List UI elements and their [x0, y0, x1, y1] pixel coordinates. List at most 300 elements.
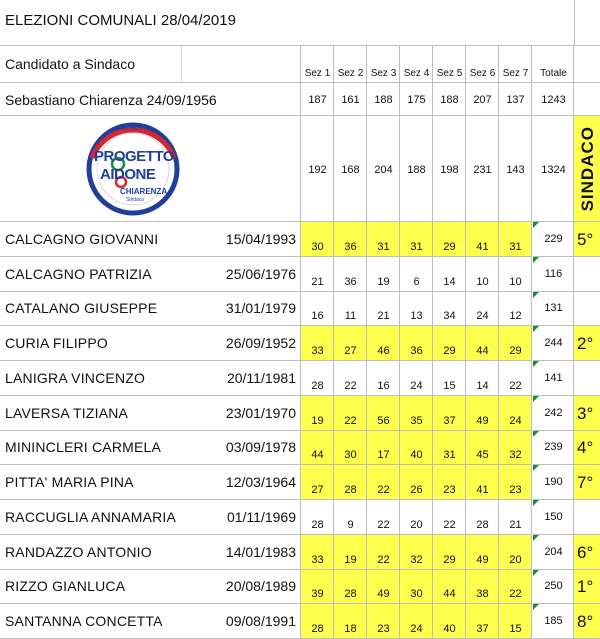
candidate-vote-value: 41	[476, 484, 489, 496]
candidate-vote-value: 29	[443, 554, 456, 566]
candidate-name: LAVERSA TIZIANA	[5, 405, 129, 421]
candidate-rank-cell	[574, 361, 600, 396]
candidate-vote-value: 19	[377, 276, 390, 288]
candidate-label-gap	[181, 46, 301, 83]
mayor-vote-value: 175	[407, 94, 426, 106]
candidate-date-cell	[214, 257, 301, 292]
candidate-name-cell	[0, 292, 214, 326]
candidate-vote-value: 21	[377, 310, 390, 322]
section-header-label: Sez 7	[502, 68, 529, 79]
candidate-vote-value: 21	[509, 519, 522, 531]
candidate-total-cell	[533, 222, 574, 257]
candidate-vote-cell	[499, 396, 532, 431]
candidate-vote-cell	[466, 361, 499, 396]
candidate-vote-cell	[301, 500, 334, 535]
candidate-vote-cell	[433, 431, 466, 465]
candidate-vote-cell	[301, 465, 334, 500]
candidate-vote-value: 24	[509, 415, 522, 427]
candidate-total-cell	[533, 535, 574, 570]
candidate-vote-value: 24	[410, 623, 423, 635]
candidate-vote-value: 31	[410, 241, 423, 253]
candidate-vote-value: 49	[476, 415, 489, 427]
candidate-rank-cell	[574, 431, 600, 465]
candidate-birthdate: 26/09/1952	[225, 335, 296, 351]
candidate-vote-value: 22	[377, 519, 390, 531]
candidate-vote-cell	[499, 326, 532, 361]
candidate-vote-value: 46	[377, 345, 390, 357]
candidate-vote-cell	[433, 361, 466, 396]
error-indicator-icon	[533, 465, 539, 471]
candidate-rank: 5°	[577, 230, 594, 249]
candidate-vote-cell	[499, 257, 532, 292]
candidate-vote-value: 14	[443, 276, 456, 288]
candidate-total-cell	[533, 500, 574, 535]
candidate-vote-value: 24	[476, 310, 489, 322]
candidate-rank: 8°	[577, 612, 594, 631]
candidate-vote-value: 20	[410, 519, 423, 531]
candidate-vote-cell	[466, 292, 499, 326]
candidate-vote-value: 22	[443, 519, 456, 531]
section-header-cell	[466, 46, 499, 83]
candidate-vote-value: 40	[410, 449, 423, 461]
sindaco-label: SINDACO	[578, 126, 597, 212]
candidate-vote-value: 33	[311, 345, 324, 357]
candidate-vote-value: 36	[344, 241, 357, 253]
candidate-birthdate: 25/06/1976	[225, 266, 296, 282]
candidate-birthdate: 31/01/1979	[225, 300, 296, 316]
candidate-vote-cell	[367, 500, 400, 535]
candidate-date-cell	[214, 604, 301, 639]
list-vote-value: 231	[473, 164, 492, 176]
candidate-vote-cell	[367, 570, 400, 604]
candidate-vote-cell	[433, 535, 466, 570]
list-vote-cell	[334, 116, 367, 222]
mayor-vote-cell	[433, 83, 466, 116]
candidate-rank-cell	[574, 535, 600, 570]
list-vote-cell	[301, 116, 334, 222]
candidate-vote-value: 35	[410, 415, 423, 427]
mayor-name-cell	[0, 83, 301, 116]
candidate-vote-value: 49	[476, 554, 489, 566]
candidate-vote-value: 37	[476, 623, 489, 635]
candidate-vote-value: 34	[443, 310, 456, 322]
mayor-vote-value: 188	[440, 94, 459, 106]
list-vote-cell	[499, 116, 532, 222]
candidate-rank-cell	[574, 257, 600, 292]
candidate-date-cell	[214, 431, 301, 465]
candidate-vote-value: 22	[509, 588, 522, 600]
candidate-rank-cell	[574, 292, 600, 326]
candidate-birthdate: 23/01/1970	[225, 405, 296, 421]
candidate-date-cell	[214, 222, 301, 257]
candidate-rank-cell	[574, 465, 600, 500]
logo-top-text: LISTA CIVICA	[117, 126, 143, 131]
title-cell	[0, 0, 574, 46]
candidate-vote-value: 22	[377, 554, 390, 566]
candidate-vote-cell	[433, 222, 466, 257]
candidate-vote-value: 22	[509, 380, 522, 392]
candidate-total-cell	[533, 570, 574, 604]
candidate-birthdate: 20/08/1989	[225, 578, 296, 594]
mayor-total: 1243	[541, 94, 566, 106]
section-header-label: Sez 3	[370, 68, 397, 79]
right-margin-mayor	[574, 83, 600, 116]
list-vote-value: 168	[341, 164, 360, 176]
candidate-vote-value: 56	[377, 415, 390, 427]
candidate-vote-cell	[400, 222, 433, 257]
candidate-total: 244	[544, 337, 563, 349]
candidate-vote-cell	[499, 570, 532, 604]
list-vote-cell	[466, 116, 499, 222]
candidate-total-cell	[533, 465, 574, 500]
candidate-vote-cell	[367, 431, 400, 465]
candidate-vote-cell	[301, 222, 334, 257]
error-indicator-icon	[533, 257, 539, 263]
candidate-vote-value: 19	[344, 554, 357, 566]
error-indicator-icon	[533, 500, 539, 506]
candidate-vote-value: 28	[311, 380, 324, 392]
candidate-vote-cell	[301, 361, 334, 396]
section-header-cell	[301, 46, 334, 83]
section-header-label: Sez 5	[436, 68, 463, 79]
error-indicator-icon	[533, 292, 539, 298]
candidate-rank-cell	[574, 326, 600, 361]
candidate-vote-cell	[334, 570, 367, 604]
candidate-vote-value: 28	[311, 623, 324, 635]
mayor-vote-value: 207	[473, 94, 492, 106]
candidate-name-cell	[0, 570, 214, 604]
candidate-vote-cell	[301, 604, 334, 639]
candidate-vote-value: 12	[509, 310, 522, 322]
section-header-cell	[367, 46, 400, 83]
candidate-name-cell	[0, 396, 214, 431]
mayor-vote-cell	[367, 83, 400, 116]
list-vote-value: 192	[308, 164, 327, 176]
candidate-vote-cell	[334, 292, 367, 326]
candidate-vote-cell	[400, 396, 433, 431]
error-indicator-icon	[533, 604, 539, 610]
candidate-vote-value: 27	[344, 345, 357, 357]
logo-line3: CHIARENZA	[120, 187, 168, 196]
candidate-vote-cell	[499, 292, 532, 326]
candidate-name: CALCAGNO PATRIZIA	[5, 266, 152, 282]
candidate-total-cell	[533, 396, 574, 431]
candidate-vote-cell	[433, 465, 466, 500]
candidate-vote-value: 28	[311, 519, 324, 531]
list-vote-cell	[367, 116, 400, 222]
logo-line4: Sindaco	[126, 197, 145, 203]
candidate-vote-cell	[301, 570, 334, 604]
candidate-date-cell	[214, 396, 301, 431]
candidate-name-cell	[0, 326, 214, 361]
candidate-vote-value: 31	[377, 241, 390, 253]
candidate-name: RANDAZZO ANTONIO	[5, 544, 152, 560]
candidate-vote-cell	[367, 396, 400, 431]
error-indicator-icon	[533, 361, 539, 367]
candidate-vote-cell	[466, 431, 499, 465]
candidate-total: 229	[544, 233, 563, 245]
candidate-vote-cell	[466, 604, 499, 639]
section-header-cell	[400, 46, 433, 83]
mayor-vote-cell	[466, 83, 499, 116]
candidate-vote-cell	[301, 396, 334, 431]
candidate-vote-value: 33	[311, 554, 324, 566]
candidate-total: 250	[544, 580, 563, 592]
candidate-vote-cell	[334, 604, 367, 639]
candidate-vote-value: 18	[344, 623, 357, 635]
candidate-vote-cell	[400, 361, 433, 396]
logo-line2: AIDONE	[100, 166, 156, 183]
candidate-vote-cell	[466, 500, 499, 535]
candidate-name: PITTA' MARIA PINA	[5, 474, 134, 490]
candidate-vote-cell	[400, 465, 433, 500]
candidate-vote-value: 16	[311, 310, 324, 322]
candidate-birthdate: 03/09/1978	[225, 439, 296, 455]
candidate-vote-value: 44	[443, 588, 456, 600]
list-vote-cell	[433, 116, 466, 222]
mayor-vote-cell	[334, 83, 367, 116]
candidate-vote-cell	[367, 326, 400, 361]
candidate-date-cell	[214, 361, 301, 396]
candidate-vote-cell	[301, 326, 334, 361]
candidate-total-cell	[533, 361, 574, 396]
candidate-vote-cell	[367, 257, 400, 292]
candidate-name-cell	[0, 361, 214, 396]
candidate-vote-cell	[400, 604, 433, 639]
candidate-rank-cell	[574, 396, 600, 431]
candidate-birthdate: 12/03/1964	[225, 474, 296, 490]
candidate-vote-cell	[334, 500, 367, 535]
candidate-vote-cell	[499, 431, 532, 465]
candidate-total-cell	[533, 326, 574, 361]
candidate-vote-value: 28	[344, 588, 357, 600]
list-vote-value: 143	[506, 164, 525, 176]
page-title: ELEZIONI COMUNALI 28/04/2019	[5, 12, 236, 29]
logo-line1: PROGETTO	[94, 148, 174, 165]
candidate-vote-value: 28	[476, 519, 489, 531]
candidate-vote-value: 45	[476, 449, 489, 461]
section-header-cell	[433, 46, 466, 83]
candidate-total-cell	[533, 292, 574, 326]
candidate-vote-value: 29	[443, 345, 456, 357]
section-header-label: Sez 4	[403, 68, 430, 79]
candidate-label-cell	[0, 46, 181, 83]
candidate-vote-cell	[466, 326, 499, 361]
candidate-total: 204	[544, 546, 563, 558]
candidate-name-cell	[0, 604, 214, 639]
candidate-vote-value: 29	[509, 345, 522, 357]
candidate-rank: 3°	[577, 404, 594, 423]
candidate-vote-value: 32	[410, 554, 423, 566]
candidate-vote-cell	[367, 292, 400, 326]
mayor-vote-value: 137	[506, 94, 525, 106]
candidate-vote-cell	[301, 257, 334, 292]
error-indicator-icon	[533, 396, 539, 402]
title-cell-right	[574, 0, 600, 46]
mayor-total-cell	[533, 83, 574, 116]
candidate-vote-value: 20	[509, 554, 522, 566]
candidate-vote-cell	[499, 465, 532, 500]
candidate-rank-cell	[574, 222, 600, 257]
candidate-rank: 4°	[577, 438, 594, 457]
candidate-vote-cell	[400, 326, 433, 361]
candidate-vote-cell	[334, 535, 367, 570]
candidate-vote-value: 44	[311, 449, 324, 461]
candidate-total: 131	[544, 302, 563, 314]
candidate-vote-value: 16	[377, 380, 390, 392]
candidate-vote-cell	[400, 535, 433, 570]
error-indicator-icon	[533, 222, 539, 228]
candidate-vote-value: 21	[311, 276, 324, 288]
candidate-vote-value: 10	[509, 276, 522, 288]
candidate-vote-value: 22	[344, 415, 357, 427]
candidate-vote-cell	[334, 257, 367, 292]
candidate-vote-cell	[400, 292, 433, 326]
candidate-rank-cell	[574, 500, 600, 535]
candidate-birthdate: 01/11/1969	[226, 509, 296, 525]
sindaco-cell	[574, 116, 600, 222]
candidate-total-cell	[533, 257, 574, 292]
candidate-name: LANIGRA VINCENZO	[5, 370, 146, 386]
candidate-vote-cell	[367, 361, 400, 396]
candidate-name: CURIA FILIPPO	[5, 335, 108, 351]
error-indicator-icon	[533, 570, 539, 576]
candidate-total-cell	[533, 604, 574, 639]
candidate-vote-cell	[499, 604, 532, 639]
error-indicator-icon	[533, 431, 539, 437]
candidate-vote-value: 30	[410, 588, 423, 600]
candidate-vote-value: 13	[410, 310, 423, 322]
candidate-vote-value: 11	[344, 310, 357, 322]
candidate-vote-cell	[400, 431, 433, 465]
candidate-vote-cell	[367, 535, 400, 570]
candidate-vote-value: 15	[443, 380, 456, 392]
candidate-vote-value: 28	[344, 484, 357, 496]
total-header: Totale	[540, 68, 567, 79]
candidate-vote-value: 23	[443, 484, 456, 496]
candidate-vote-value: 31	[509, 241, 522, 253]
candidate-vote-cell	[499, 500, 532, 535]
candidate-vote-cell	[466, 222, 499, 257]
candidate-birthdate: 20/11/1981	[226, 370, 296, 386]
section-header-cell	[334, 46, 367, 83]
list-total-cell	[533, 116, 574, 222]
candidate-vote-value: 30	[311, 241, 324, 253]
candidate-date-cell	[214, 500, 301, 535]
candidate-vote-value: 27	[311, 484, 324, 496]
section-header-label: Sez 1	[304, 68, 331, 79]
candidate-total: 239	[544, 441, 563, 453]
candidate-birthdate: 09/08/1991	[225, 613, 296, 629]
mayor-vote-cell	[400, 83, 433, 116]
candidate-vote-value: 24	[410, 380, 423, 392]
candidate-vote-cell	[466, 570, 499, 604]
candidate-vote-value: 9	[347, 519, 354, 531]
candidate-vote-cell	[334, 396, 367, 431]
list-vote-cell	[400, 116, 433, 222]
candidate-name-cell	[0, 257, 214, 292]
candidate-vote-cell	[334, 465, 367, 500]
list-total: 1324	[541, 164, 566, 176]
section-header-label: Sez 2	[337, 68, 364, 79]
candidate-vote-value: 44	[476, 345, 489, 357]
candidate-vote-value: 14	[476, 380, 489, 392]
candidate-name: MININCLERI CARMELA	[5, 439, 162, 455]
candidate-vote-value: 26	[410, 484, 423, 496]
candidate-vote-cell	[367, 465, 400, 500]
candidate-rank-cell	[574, 570, 600, 604]
candidate-vote-cell	[301, 292, 334, 326]
candidate-vote-cell	[466, 535, 499, 570]
candidate-vote-value: 38	[476, 588, 489, 600]
candidate-vote-cell	[433, 500, 466, 535]
candidate-vote-value: 32	[509, 449, 522, 461]
candidate-rank: 6°	[577, 543, 594, 562]
candidate-name-cell	[0, 465, 214, 500]
section-header-label: Sez 6	[469, 68, 496, 79]
candidate-rank: 2°	[577, 334, 594, 353]
candidate-vote-cell	[499, 361, 532, 396]
right-margin-header	[574, 46, 600, 83]
total-header-cell	[533, 46, 574, 83]
candidate-vote-cell	[433, 396, 466, 431]
progetto-aidone-logo	[84, 122, 182, 216]
list-vote-value: 198	[440, 164, 459, 176]
candidate-name-cell	[0, 500, 214, 535]
candidate-vote-value: 29	[443, 241, 456, 253]
candidate-vote-value: 6	[413, 276, 420, 288]
candidate-vote-value: 23	[509, 484, 522, 496]
candidate-total: 242	[544, 407, 563, 419]
mayor-vote-value: 188	[374, 94, 393, 106]
candidate-vote-cell	[400, 500, 433, 535]
candidate-total: 185	[544, 615, 563, 627]
candidate-name-cell	[0, 222, 214, 257]
candidate-name-cell	[0, 431, 214, 465]
candidate-vote-value: 17	[377, 449, 390, 461]
candidate-vote-value: 22	[344, 380, 357, 392]
candidate-name-cell	[0, 535, 214, 570]
candidate-rank: 1°	[577, 577, 594, 596]
candidate-vote-value: 49	[377, 588, 390, 600]
candidate-vote-cell	[433, 326, 466, 361]
candidate-vote-value: 40	[443, 623, 456, 635]
candidate-vote-cell	[499, 222, 532, 257]
candidate-vote-cell	[433, 292, 466, 326]
mayor-vote-value: 187	[308, 94, 327, 106]
error-indicator-icon	[533, 535, 539, 541]
candidate-vote-value: 36	[410, 345, 423, 357]
candidate-vote-value: 10	[476, 276, 489, 288]
candidate-total: 116	[544, 268, 563, 280]
candidate-vote-cell	[433, 570, 466, 604]
candidate-vote-cell	[334, 431, 367, 465]
list-vote-value: 204	[374, 164, 393, 176]
candidate-vote-cell	[400, 570, 433, 604]
candidate-name: CALCAGNO GIOVANNI	[5, 231, 159, 247]
candidate-rank-cell	[574, 604, 600, 639]
candidate-name: RACCUGLIA ANNAMARIA	[5, 509, 177, 525]
candidate-date-cell	[214, 465, 301, 500]
candidate-name: CATALANO GIUSEPPE	[5, 300, 158, 316]
section-header-cell	[499, 46, 532, 83]
candidate-vote-cell	[334, 222, 367, 257]
candidate-birthdate: 14/01/1983	[225, 544, 296, 560]
candidate-label: Candidato a Sindaco	[5, 56, 135, 72]
candidate-vote-value: 22	[377, 484, 390, 496]
candidate-vote-cell	[466, 257, 499, 292]
error-indicator-icon	[533, 326, 539, 332]
